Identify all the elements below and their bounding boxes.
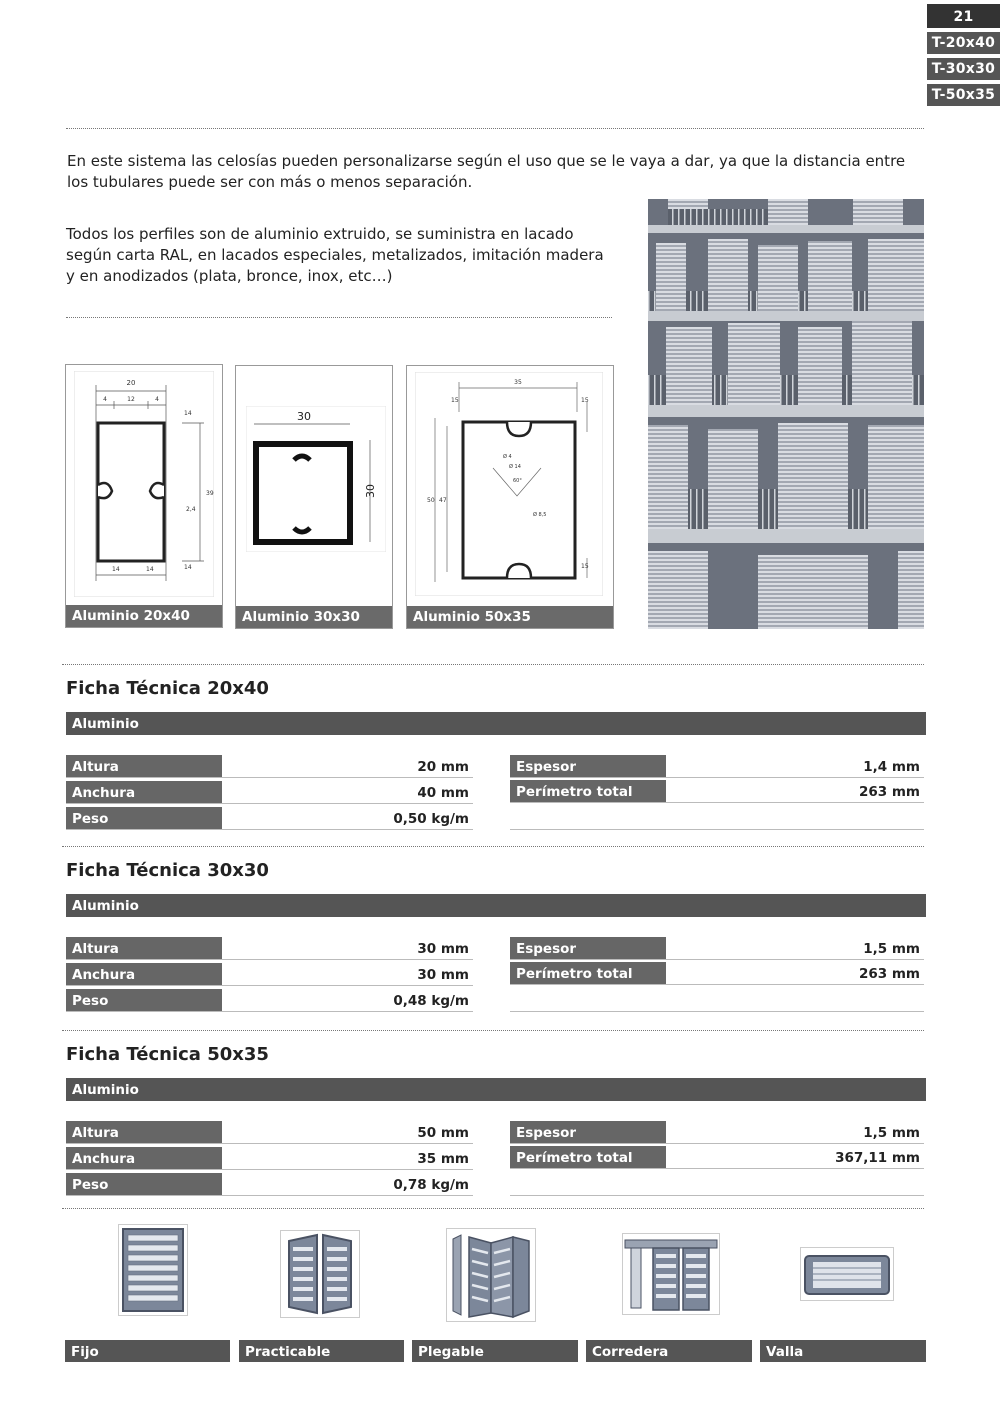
spec-row-espesor — [510, 1121, 924, 1144]
spec-value: 0,50 kg/m — [393, 811, 469, 827]
spec-value: 50 mm — [417, 1125, 469, 1141]
divider — [62, 1030, 924, 1031]
spec-label: Anchura — [66, 963, 222, 985]
spec-value: 1,4 mm — [863, 759, 920, 775]
divider — [62, 664, 924, 665]
spec-value: 30 mm — [417, 967, 469, 983]
dim-4a: 4 — [103, 396, 107, 403]
dim-14b: 14 — [146, 566, 154, 573]
ficha-title-20x40: Ficha Técnica 20x40 — [66, 678, 269, 699]
material-bar: Aluminio — [66, 712, 926, 735]
spec-row-anchura — [66, 1147, 473, 1170]
spec-value: 40 mm — [417, 785, 469, 801]
spec-row-altura — [66, 1121, 473, 1144]
material-bar: Aluminio — [66, 1078, 926, 1101]
spec-value: 20 mm — [417, 759, 469, 775]
type-label-corredera: Corredera — [586, 1340, 752, 1362]
spec-value: 35 mm — [417, 1151, 469, 1167]
spec-value: 0,48 kg/m — [393, 993, 469, 1009]
caption-aluminio-20x40: Aluminio 20x40 — [66, 605, 222, 627]
dim-14a: 14 — [112, 566, 120, 573]
dim-39: 39 — [206, 490, 214, 497]
spec-label: Perímetro total — [510, 962, 666, 984]
dim-30-top: 30 — [297, 410, 311, 423]
dim-d4: Ø 4 — [503, 454, 512, 460]
caption-aluminio-50x35: Aluminio 50x35 — [407, 606, 613, 628]
dim-14d: 14 — [184, 564, 192, 571]
intro-paragraph-2: Todos los perfiles son de aluminio extruido, se suministra en lacado según carta RAL, en lacados especiales, metalizados, imitación madera y en anodizados (plata, bronce, inox, etc…) — [66, 225, 604, 285]
dim-15-l: 15 — [451, 397, 459, 404]
profile-30x30-drawing — [246, 406, 386, 552]
profile-30x30-card — [235, 365, 393, 629]
spec-row-anchura — [66, 781, 473, 804]
tab-t-20x40[interactable]: T-20x40 — [927, 32, 1000, 54]
spec-value: 1,5 mm — [863, 941, 920, 957]
spec-row-altura — [66, 937, 473, 960]
spec-row-altura — [66, 755, 473, 778]
plegable-illustration — [446, 1228, 536, 1322]
dim-60: 60° — [513, 478, 522, 484]
corredera-illustration — [622, 1233, 720, 1315]
material-bar: Aluminio — [66, 894, 926, 917]
spec-label: Espesor — [510, 1121, 666, 1143]
spec-label: Perímetro total — [510, 780, 666, 802]
type-label-fijo: Fijo — [65, 1340, 230, 1362]
dim-20: 20 — [126, 379, 136, 387]
practicable-illustration — [280, 1230, 360, 1318]
type-label-plegable: Plegable — [412, 1340, 578, 1362]
ficha-title-50x35: Ficha Técnica 50x35 — [66, 1044, 269, 1065]
dim-d8-5: Ø 8,5 — [533, 512, 547, 518]
divider — [62, 1208, 924, 1209]
spec-label: Anchura — [66, 781, 222, 803]
spec-label: Espesor — [510, 755, 666, 777]
spec-value: 30 mm — [417, 941, 469, 957]
spec-value: 263 mm — [858, 966, 920, 982]
spec-row-peso — [66, 989, 473, 1012]
dim-4b: 4 — [155, 396, 159, 403]
spec-value: 263 mm — [858, 784, 920, 800]
fijo-illustration — [118, 1224, 188, 1316]
dim-15-r: 15 — [581, 397, 589, 404]
spec-row-peso — [66, 1173, 473, 1196]
dim-12: 12 — [127, 396, 135, 403]
spec-label: Espesor — [510, 937, 666, 959]
spec-label: Peso — [66, 807, 222, 829]
spec-label: Peso — [66, 989, 222, 1011]
spec-label: Perímetro total — [510, 1146, 666, 1168]
profile-20x40-card — [65, 364, 223, 628]
dim-d14: Ø 14 — [509, 464, 521, 470]
profile-50x35-drawing — [415, 372, 603, 596]
dim-2-4: 2,4 — [186, 506, 196, 513]
type-label-valla: Valla — [760, 1340, 926, 1362]
intro-paragraph-1: En este sistema las celosías pueden personalizarse según el uso que se le vaya a dar, ya que la distancia entre los tubulares puede ser con más o menos separación. — [67, 152, 906, 191]
spec-row-anchura — [66, 963, 473, 986]
spec-row-perimetro — [510, 780, 924, 803]
dim-35: 35 — [514, 379, 522, 386]
spec-row-empty — [510, 1011, 924, 1012]
tab-t-50x35[interactable]: T-50x35 — [927, 84, 1000, 106]
profile-20x40-drawing — [74, 371, 214, 597]
caption-aluminio-30x30: Aluminio 30x30 — [236, 606, 392, 628]
spec-label: Anchura — [66, 1147, 222, 1169]
spec-row-espesor — [510, 755, 924, 778]
divider — [62, 846, 924, 847]
spec-row-perimetro — [510, 962, 924, 985]
tab-t-30x30[interactable]: T-30x30 — [927, 58, 1000, 80]
spec-value: 1,5 mm — [863, 1125, 920, 1141]
spec-row-perimetro — [510, 1146, 924, 1169]
dim-14c: 14 — [184, 410, 192, 417]
spec-label: Altura — [66, 755, 222, 777]
dim-30-side: 30 — [364, 484, 377, 498]
building-photo — [648, 199, 924, 629]
dim-15-b: 15 — [581, 563, 589, 570]
spec-value: 367,11 mm — [835, 1150, 920, 1166]
spec-row-espesor — [510, 937, 924, 960]
type-label-practicable: Practicable — [239, 1340, 404, 1362]
spec-label: Altura — [66, 937, 222, 959]
spec-row-peso — [66, 807, 473, 830]
valla-illustration — [800, 1247, 894, 1301]
dim-50: 50 — [427, 497, 435, 504]
spec-row-empty — [510, 829, 924, 830]
divider — [66, 317, 612, 318]
spec-value: 0,78 kg/m — [393, 1177, 469, 1193]
ficha-title-30x30: Ficha Técnica 30x30 — [66, 860, 269, 881]
profile-50x35-card — [406, 365, 614, 629]
page-number: 21 — [927, 4, 1000, 28]
divider — [66, 128, 924, 129]
spec-label: Peso — [66, 1173, 222, 1195]
spec-row-empty — [510, 1195, 924, 1196]
dim-47: 47 — [439, 497, 447, 504]
spec-label: Altura — [66, 1121, 222, 1143]
